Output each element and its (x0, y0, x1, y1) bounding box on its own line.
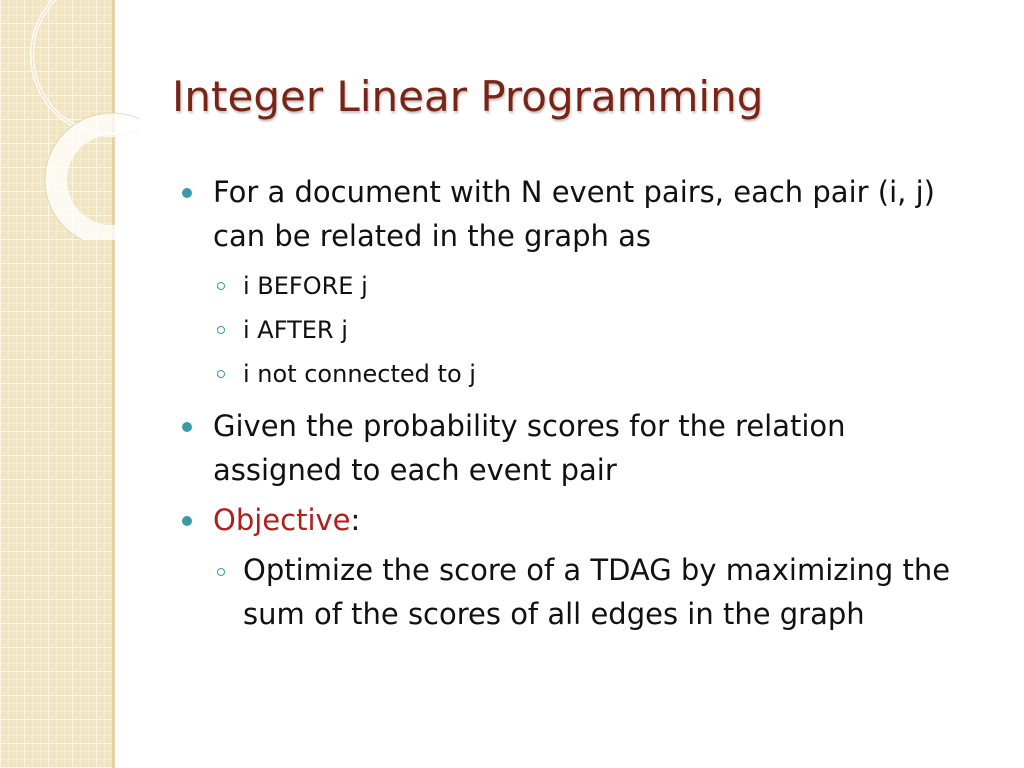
bullet-item (180, 404, 960, 492)
sub-bullet-text: i AFTER j (243, 316, 348, 344)
objective-label: Objective (213, 503, 351, 537)
sub-bullet-text: Optimize the score of a TDAG by maximizing the sum of the scores of all edges in the graph (243, 553, 951, 631)
sub-bullet-ring-icon (217, 370, 225, 378)
sub-bullet-text: i BEFORE j (243, 272, 368, 300)
sub-bullet-ring-icon (217, 282, 225, 290)
sub-bullet-item (180, 548, 960, 636)
decorative-circles-icon (0, 0, 140, 240)
bullet-text: Given the probability scores for the relation assigned to each event pair (213, 409, 846, 487)
bullet-dot-icon (182, 516, 192, 526)
bullet-item-objective (180, 498, 960, 542)
sub-bullet-item (180, 308, 960, 352)
sub-bullet-ring-icon (217, 326, 225, 334)
sub-bullet-item (180, 264, 960, 308)
sub-bullet-item (180, 352, 960, 396)
objective-colon: : (350, 503, 361, 537)
sub-bullet-ring-icon (217, 568, 225, 576)
bullet-dot-icon (182, 188, 192, 198)
bullet-item (180, 170, 960, 258)
slide-title: Integer Linear Programming (172, 72, 764, 121)
bullet-text: For a document with N event pairs, each pair (i, j) can be related in the graph as (213, 175, 935, 253)
bullet-dot-icon (182, 422, 192, 432)
sub-bullet-text: i not connected to j (243, 360, 476, 388)
bullet-list (180, 170, 960, 636)
